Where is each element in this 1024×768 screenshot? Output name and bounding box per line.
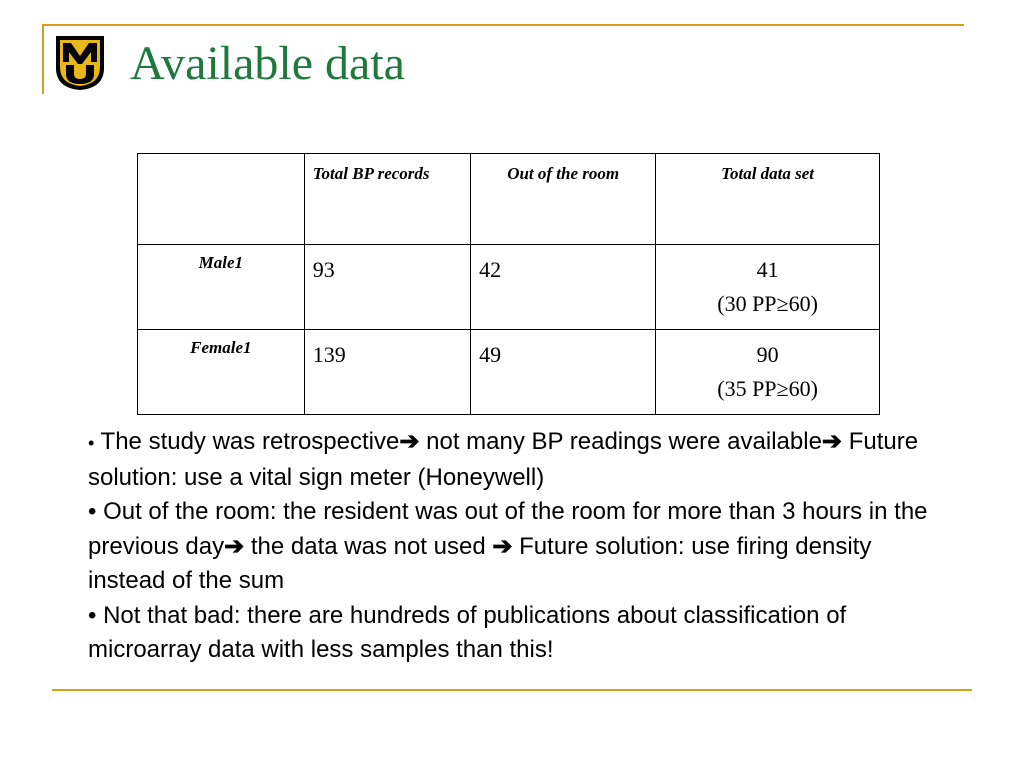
arrow-right-icon: ➔: [399, 428, 420, 455]
table-header-row: [138, 154, 880, 245]
row-label-female1: Female1: [138, 330, 305, 415]
cell-total-note: (30 PP≥60): [717, 291, 818, 316]
cell-total-note: (35 PP≥60): [717, 376, 818, 401]
bullet-text: The study was retrospective: [100, 428, 400, 455]
bullet-text: Future solution: use a vital sign meter (Honeywell): [88, 428, 919, 491]
bullet-dot-icon: •: [88, 601, 97, 629]
bullet-text: Out of the room: the resident was out of the room for more than 3 hours in the previous day: [88, 498, 928, 560]
cell-out-of-room: 49: [471, 330, 656, 415]
table-header-empty: [138, 154, 305, 245]
data-table: [137, 153, 880, 415]
cell-total-bp: 93: [304, 245, 470, 330]
cell-total-bp: 139: [304, 330, 470, 415]
cell-total-value: 90: [756, 342, 779, 367]
arrow-right-icon: ➔: [224, 532, 245, 560]
row-label-male1: Male1: [138, 245, 305, 330]
bullet-list: [88, 425, 938, 668]
bullet-item: [88, 495, 938, 599]
bullet-dot-icon: •: [88, 498, 97, 525]
bottom-divider: [52, 689, 972, 691]
table-header-out-of-room: Out of the room: [471, 154, 656, 245]
table-header-total-bp: Total BP records: [304, 154, 470, 245]
cell-total-data-set: [656, 245, 880, 330]
table-row: [138, 245, 880, 330]
arrow-right-icon: ➔: [492, 532, 513, 560]
cell-out-of-room: 42: [471, 245, 656, 330]
slide-title: Available data: [130, 37, 405, 90]
bullet-item: [88, 425, 938, 495]
bullet-text: Not that bad: there are hundreds of publications about classification of microarray data with less samples than this!: [88, 601, 847, 663]
table-row: [138, 330, 880, 415]
cell-total-data-set: [656, 330, 880, 415]
cell-total-value: 41: [756, 257, 779, 282]
bullet-dot-icon: •: [88, 433, 95, 453]
bullet-text: Future solution: use firing density instead of the sum: [88, 532, 872, 594]
left-divider: [42, 24, 44, 94]
table-header-total-data-set: Total data set: [656, 154, 880, 245]
arrow-right-icon: ➔: [821, 428, 843, 455]
bullet-item: [88, 599, 938, 668]
bullet-text: the data was not used: [244, 532, 493, 560]
bullet-text: not many BP readings were available: [419, 428, 822, 455]
top-divider: [42, 24, 964, 26]
mizzou-mu-logo-icon: [52, 34, 108, 92]
